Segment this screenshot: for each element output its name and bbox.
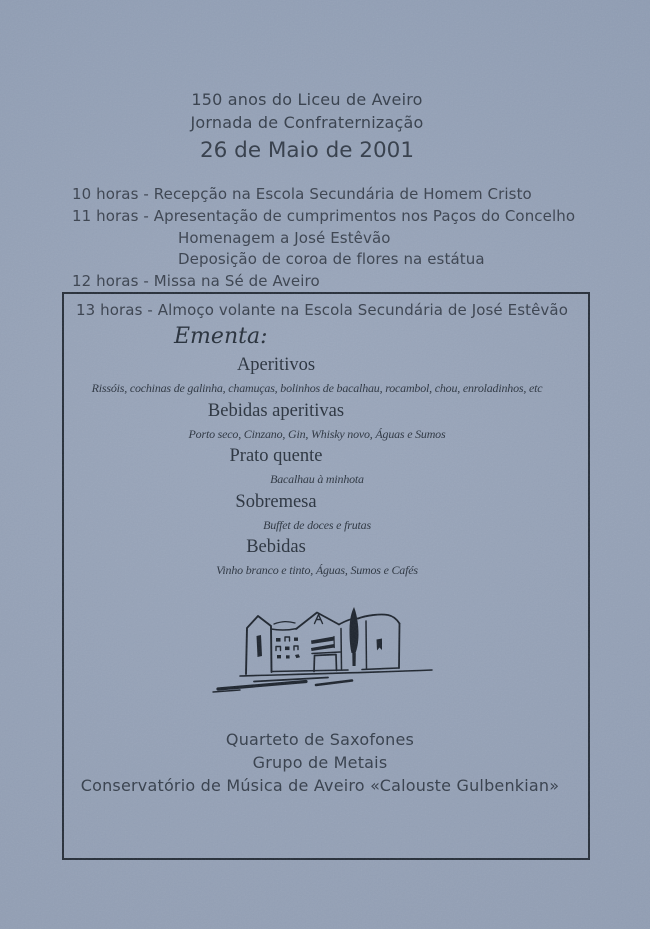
menu-heading-sobremesa: Sobremesa [235,491,317,512]
menu-items-sobremesa: Buffet de doces e frutas [263,517,371,532]
schedule-subitem: Homenagem a José Estêvão [178,228,391,247]
menu-heading-aperitivos: Aperitivos [236,355,316,375]
performer-line: Quarteto de Saxofones [225,730,415,749]
schedule-item: 12 horas - Missa na Sé de Aveiro [72,272,320,291]
menu-items-prato-quente: Bacalhau à minhota [270,472,364,487]
performers [64,728,588,797]
menu-heading-prato-quente: Prato quente [229,446,323,467]
schedule-item: 10 horas - Recepção na Escola Secundária de Homem Cristo [72,185,532,203]
school-building-sketch [200,586,460,706]
menu-items-aperitivos: Rissóis, cochinas de galinha, chamuças, bolinhos de bacalhau, rocambol, chou, enroladinhos, etc [91,381,543,395]
schedule-list [72,184,575,293]
event-header [0,88,614,166]
event-subtitle: Jornada de Confraternização [190,113,424,132]
menu-heading-bebidas: Bebidas [246,537,306,558]
performer-line: Grupo de Metais [252,753,388,772]
lunch-box [62,292,590,860]
lunch-intro: 13 horas - Almoço volante na Escola Secundária de José Estêvão [76,301,568,319]
menu-heading-bebidas-aperitivas: Bebidas aperitivas [207,400,345,421]
schedule-subitem: Deposição de coroa de flores na estátua [178,250,485,269]
menu-items-bebidas-aperitivas: Porto seco, Cinzano, Gin, Whisky novo, Águas e Sumos [188,426,446,441]
menu [64,354,588,582]
menu-title: Ementa: [174,324,268,349]
event-date: 26 de Maio de 2001 [199,138,414,163]
schedule-item: 11 horas - Apresentação de cumprimentos nos Paços do Concelho [72,206,576,225]
menu-items-bebidas: Vinho branco e tinto, Águas, Sumos e Cafés [216,563,418,578]
event-title: 150 anos do Liceu de Aveiro [191,90,423,109]
performer-line: Conservatório de Música de Aveiro «Calouste Gulbenkian» [80,776,560,795]
